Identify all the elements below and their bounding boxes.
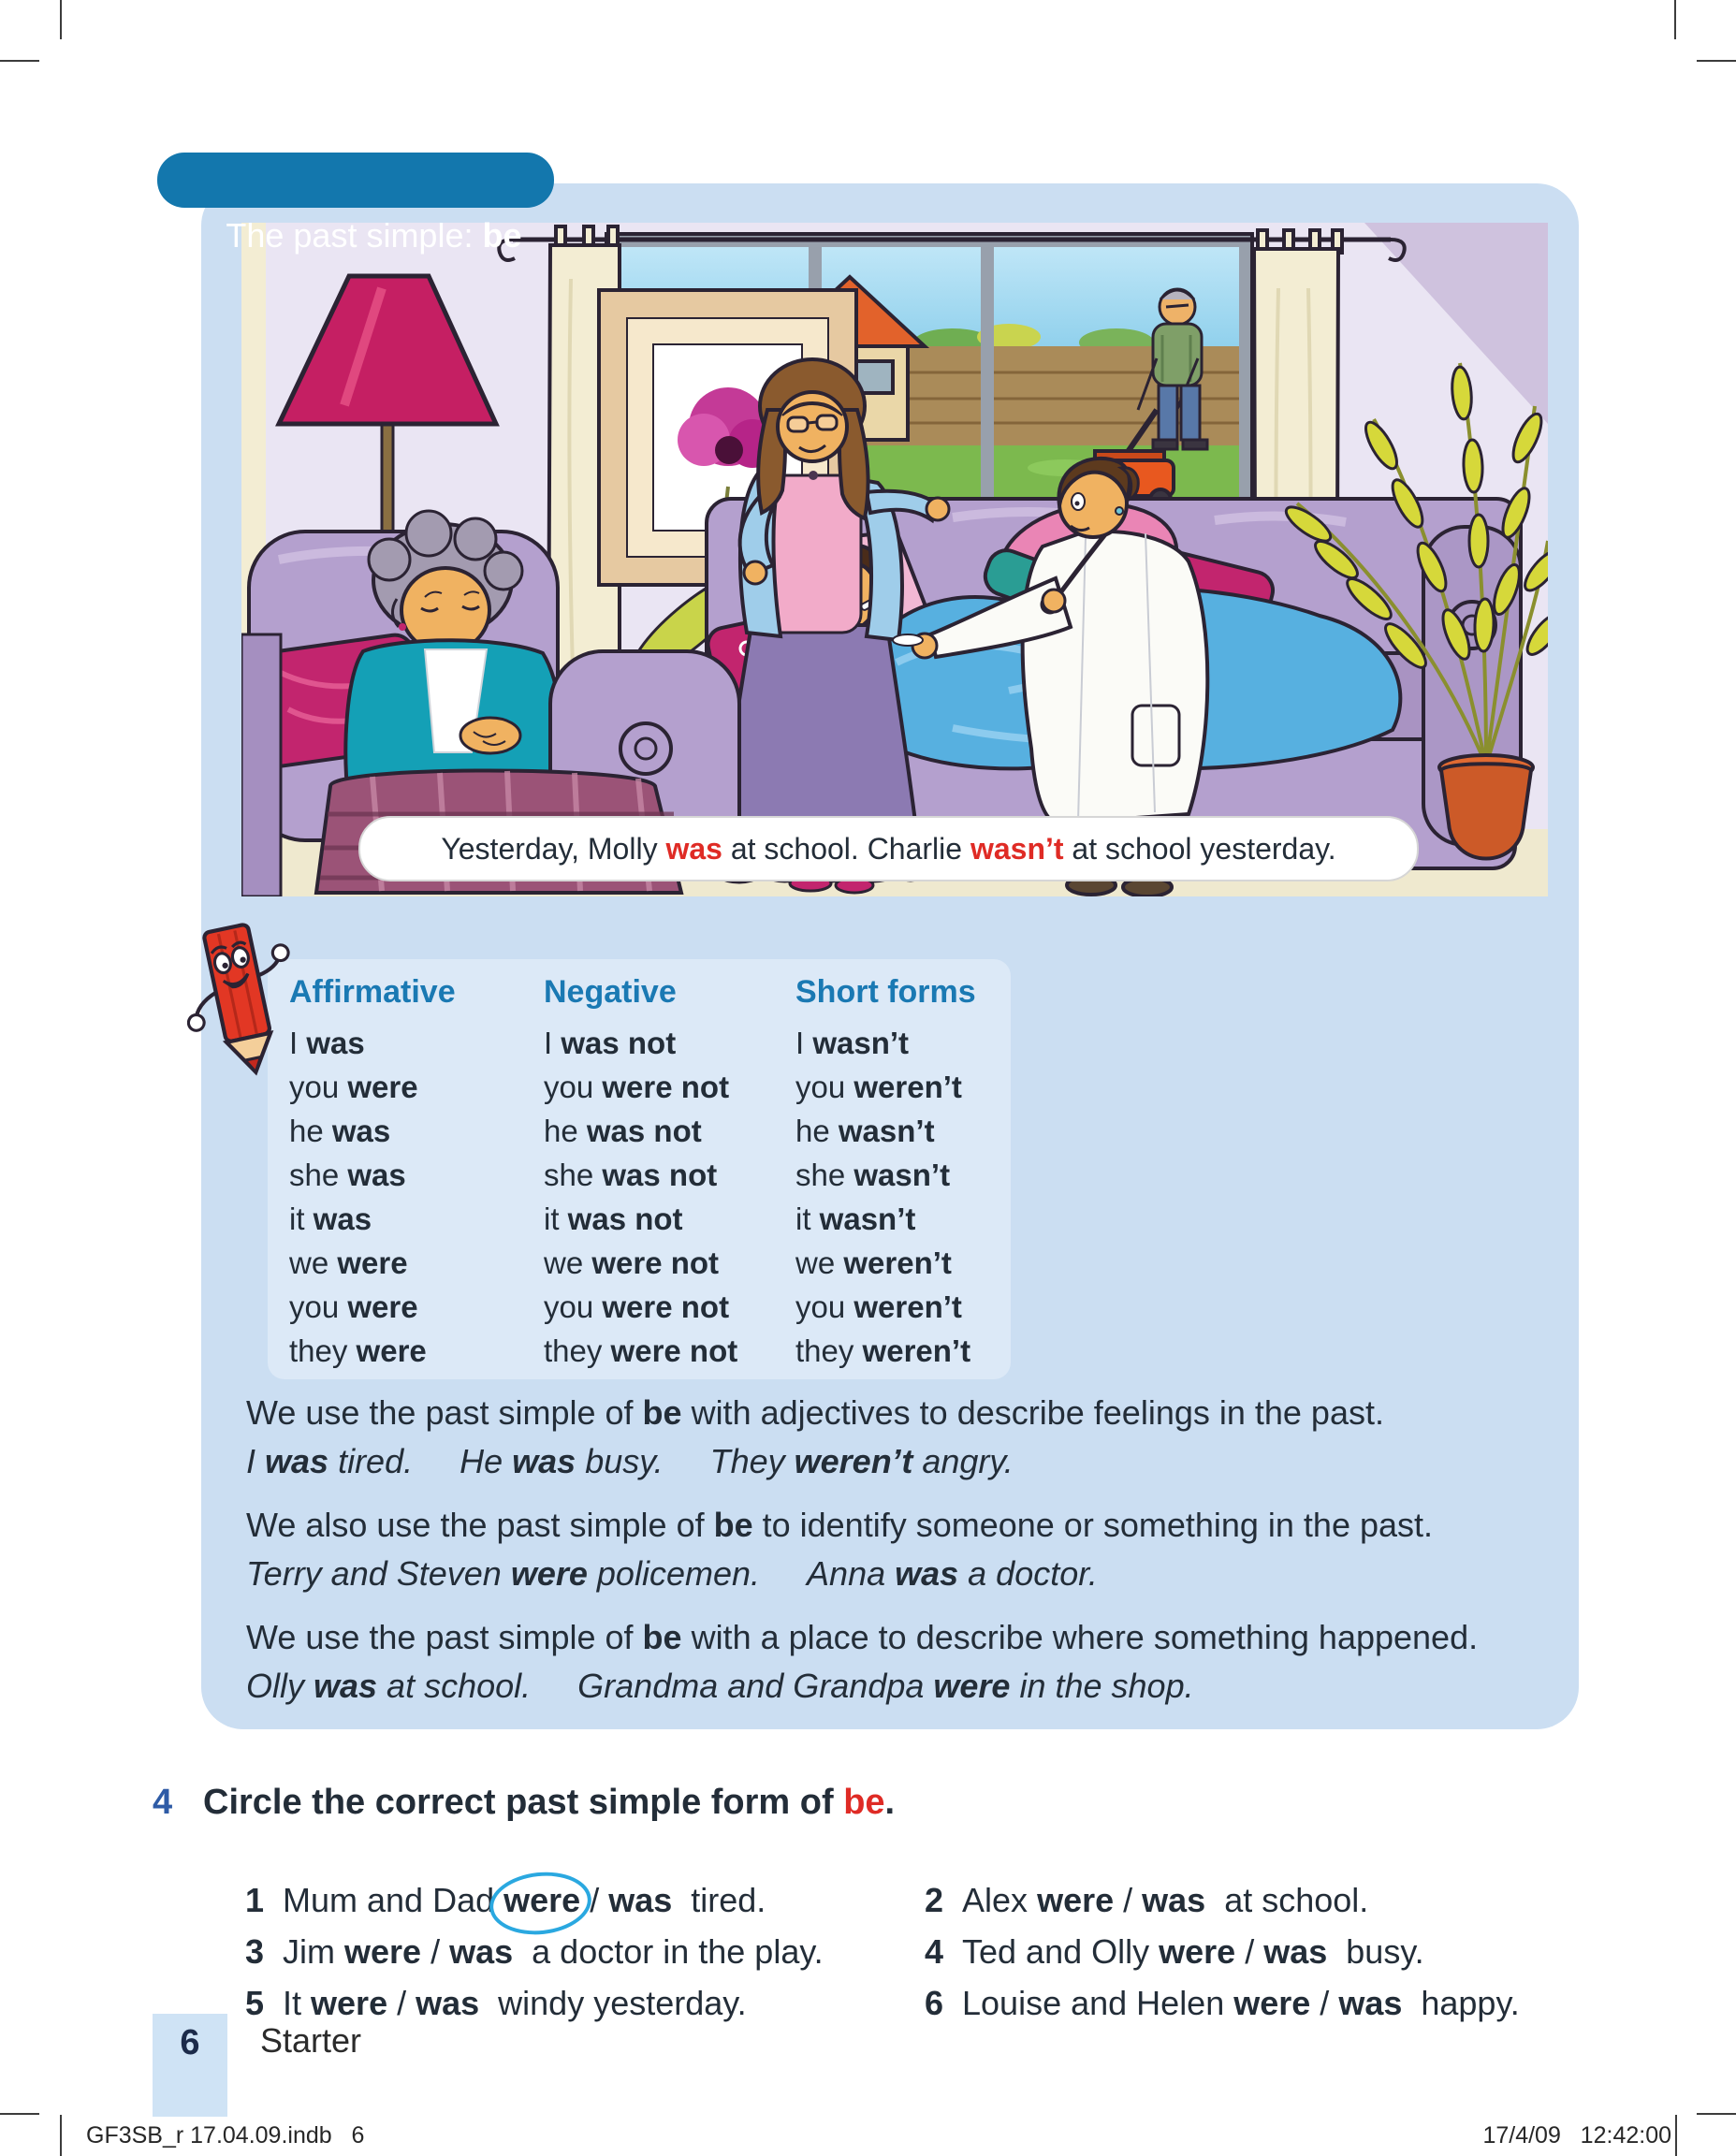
rule-text: We use the past simple of be with a place to describe where something happened. xyxy=(246,1618,1479,1656)
scene-drawing xyxy=(241,223,1548,896)
table-row: you were xyxy=(289,1070,418,1104)
table-row: she wasn’t xyxy=(795,1158,951,1192)
table-row: I was not xyxy=(544,1026,677,1060)
section-label: Starter xyxy=(260,2021,362,2060)
column-header: Short forms xyxy=(795,974,976,1010)
grammar-column-affirmative xyxy=(289,974,456,1373)
pencil-mascot-icon xyxy=(187,919,295,1085)
rule-example: Terry and Steven were policemen. Anna was a doctor. xyxy=(246,1554,1098,1593)
table-row: you weren’t xyxy=(795,1289,962,1324)
crop-mark xyxy=(60,2115,62,2156)
table-row: you weren’t xyxy=(795,1070,962,1104)
exercise-number: 4 xyxy=(153,1783,173,1822)
lesson-title: The past simple: be xyxy=(226,216,522,255)
table-row: he was xyxy=(289,1114,391,1148)
item-text: Jim were / was a doctor in the play. xyxy=(283,1932,824,1971)
page-number-box xyxy=(153,2014,227,2117)
column-header: Negative xyxy=(544,974,677,1010)
living-room-illustration xyxy=(241,223,1548,896)
grammar-column-negative xyxy=(544,974,737,1373)
table-row: we were xyxy=(289,1246,408,1280)
table-row: he wasn’t xyxy=(795,1114,935,1148)
table-row: they were not xyxy=(544,1333,738,1368)
rule-block xyxy=(246,1613,1547,1711)
crop-mark xyxy=(0,2113,39,2115)
rule-block xyxy=(246,1501,1547,1598)
item-number: 5 xyxy=(245,1984,265,2022)
rule-block xyxy=(246,1389,1547,1486)
page-number: 6 xyxy=(180,2023,200,2062)
item-number: 2 xyxy=(925,1881,944,1919)
rule-example: I was tired. He was busy. They weren’t angry. xyxy=(246,1442,1014,1480)
table-row: you were xyxy=(289,1289,418,1324)
print-footer-right: 17/4/09 12:42:00 xyxy=(1482,2122,1671,2149)
crop-mark xyxy=(1697,2113,1736,2115)
crop-mark xyxy=(1674,0,1676,39)
exercise-title: Circle the correct past simple form of be. xyxy=(203,1783,896,1822)
table-row: we weren’t xyxy=(795,1246,952,1280)
item-text: Ted and Olly were / was busy. xyxy=(962,1932,1424,1971)
table-row: he was not xyxy=(544,1114,702,1148)
exercise-item xyxy=(887,1945,1520,2062)
crop-mark xyxy=(0,60,39,62)
print-footer-left: GF3SB_r 17.04.09.indb 6 xyxy=(86,2122,365,2149)
table-row: I was xyxy=(289,1026,365,1060)
scene-caption-text: Yesterday, Molly was at school. Charlie wasn’t at school yesterday. xyxy=(441,831,1336,866)
item-text: It were / was windy yesterday. xyxy=(283,1984,747,2022)
table-row: you were not xyxy=(544,1289,730,1324)
table-row: it was not xyxy=(544,1202,683,1236)
crop-mark xyxy=(1697,60,1736,62)
rule-text: We use the past simple of be with adjectives to describe feelings in the past. xyxy=(246,1393,1384,1432)
crop-mark xyxy=(1675,2115,1677,2156)
item-number: 1 xyxy=(245,1881,265,1919)
table-row: she was not xyxy=(544,1158,718,1192)
table-row: it wasn’t xyxy=(795,1202,916,1236)
lesson-title-tab xyxy=(157,153,554,255)
item-text: Alex were / was at school. xyxy=(962,1881,1369,1919)
column-header: Affirmative xyxy=(289,974,456,1010)
table-row: I wasn’t xyxy=(795,1026,910,1060)
table-row: they were xyxy=(289,1333,427,1368)
table-row: it was xyxy=(289,1202,372,1236)
rule-example: Olly was at school. Grandma and Grandpa were in the shop. xyxy=(246,1667,1194,1705)
scene-caption xyxy=(358,816,1419,881)
exercise-heading xyxy=(153,1783,895,1823)
table-row: you were not xyxy=(544,1070,730,1104)
item-number: 6 xyxy=(925,1984,944,2022)
grammar-table xyxy=(268,959,1011,1379)
table-row: she was xyxy=(289,1158,406,1192)
crop-mark xyxy=(60,0,62,39)
grammar-rules xyxy=(246,1389,1547,1726)
grammar-column-short-forms xyxy=(795,974,976,1373)
item-number: 4 xyxy=(925,1932,944,1971)
table-row: we were not xyxy=(544,1246,720,1280)
item-number: 3 xyxy=(245,1932,265,1971)
table-row: they weren’t xyxy=(795,1333,971,1368)
item-text: Louise and Helen were / was happy. xyxy=(962,1984,1520,2022)
item-text: Mum and Dad were / was tired. xyxy=(283,1881,766,1919)
rule-text: We also use the past simple of be to identify someone or something in the past. xyxy=(246,1506,1434,1544)
